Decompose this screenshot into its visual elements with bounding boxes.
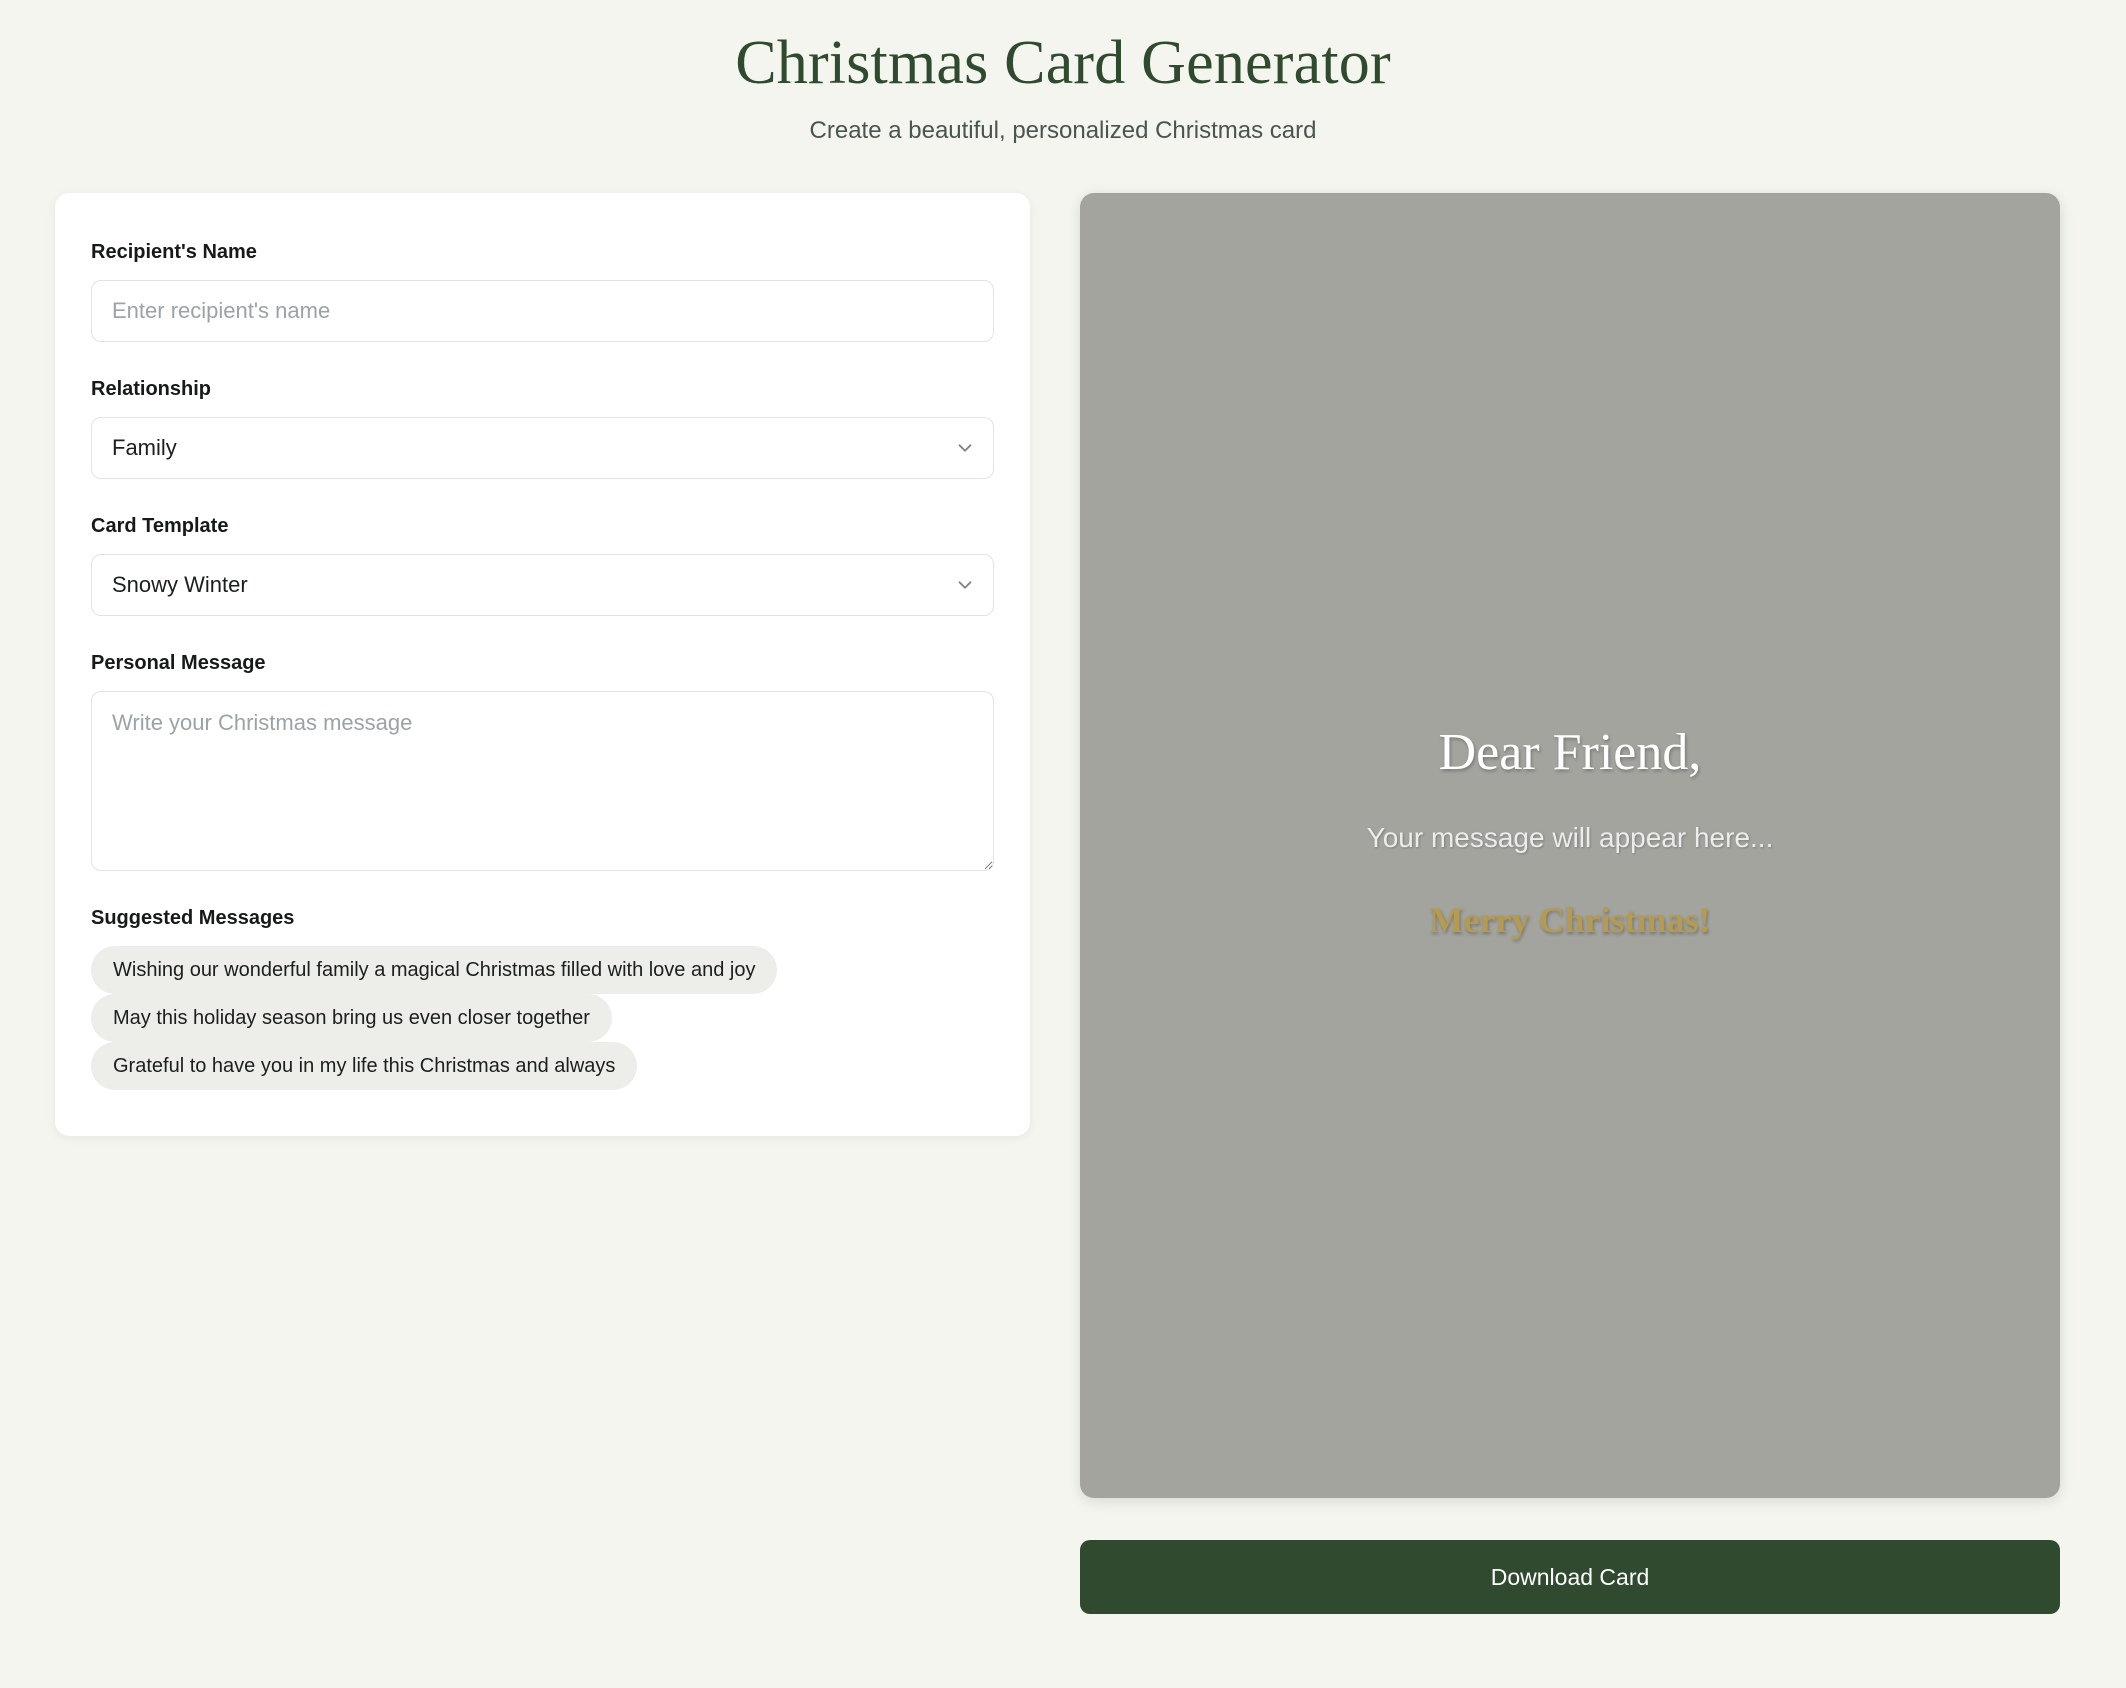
main-content: [0, 145, 2126, 1614]
suggestion-chip[interactable]: Grateful to have you in my life this Christmas and always: [91, 1042, 637, 1090]
page-title: Christmas Card Generator: [735, 29, 1391, 97]
relationship-select[interactable]: [91, 417, 994, 479]
card-template-label: Card Template: [91, 515, 229, 538]
suggestion-row: [91, 994, 994, 1042]
suggestion-row: [91, 1042, 994, 1090]
page-subtitle: Create a beautiful, personalized Christmas card: [809, 117, 1317, 145]
field-recipient-name: [91, 241, 994, 342]
field-relationship: [91, 378, 994, 479]
relationship-selected-value: Family: [112, 435, 177, 461]
suggested-messages-section: [91, 907, 994, 1090]
card-template-selected-value: Snowy Winter: [112, 572, 248, 598]
relationship-select-wrap: [91, 417, 994, 479]
card-signoff: Merry Christmas!: [1429, 900, 1711, 941]
personal-message-textarea[interactable]: [91, 691, 994, 871]
page-header: [0, 0, 2126, 145]
personal-message-label: Personal Message: [91, 652, 266, 675]
suggested-messages-list: [91, 946, 994, 1090]
suggestion-chip[interactable]: May this holiday season bring us even closer together: [91, 994, 612, 1042]
field-personal-message: [91, 652, 994, 871]
suggestion-chip[interactable]: Wishing our wonderful family a magical Christmas filled with love and joy: [91, 946, 777, 994]
card-greeting: Dear Friend,: [1438, 724, 1702, 782]
suggested-messages-label: Suggested Messages: [91, 907, 295, 930]
recipient-name-label: Recipient's Name: [91, 241, 257, 264]
card-message: Your message will appear here...: [1366, 822, 1774, 854]
card-template-select-wrap: [91, 554, 994, 616]
card-template-select[interactable]: [91, 554, 994, 616]
card-preview: [1080, 193, 2060, 1498]
field-card-template: [91, 515, 994, 616]
card-form-panel: [55, 193, 1030, 1136]
download-card-button[interactable]: Download Card: [1080, 1540, 2060, 1614]
suggestion-row: [91, 946, 994, 994]
relationship-label: Relationship: [91, 378, 212, 401]
recipient-name-input[interactable]: [91, 280, 994, 342]
card-preview-panel: [1080, 193, 2060, 1614]
